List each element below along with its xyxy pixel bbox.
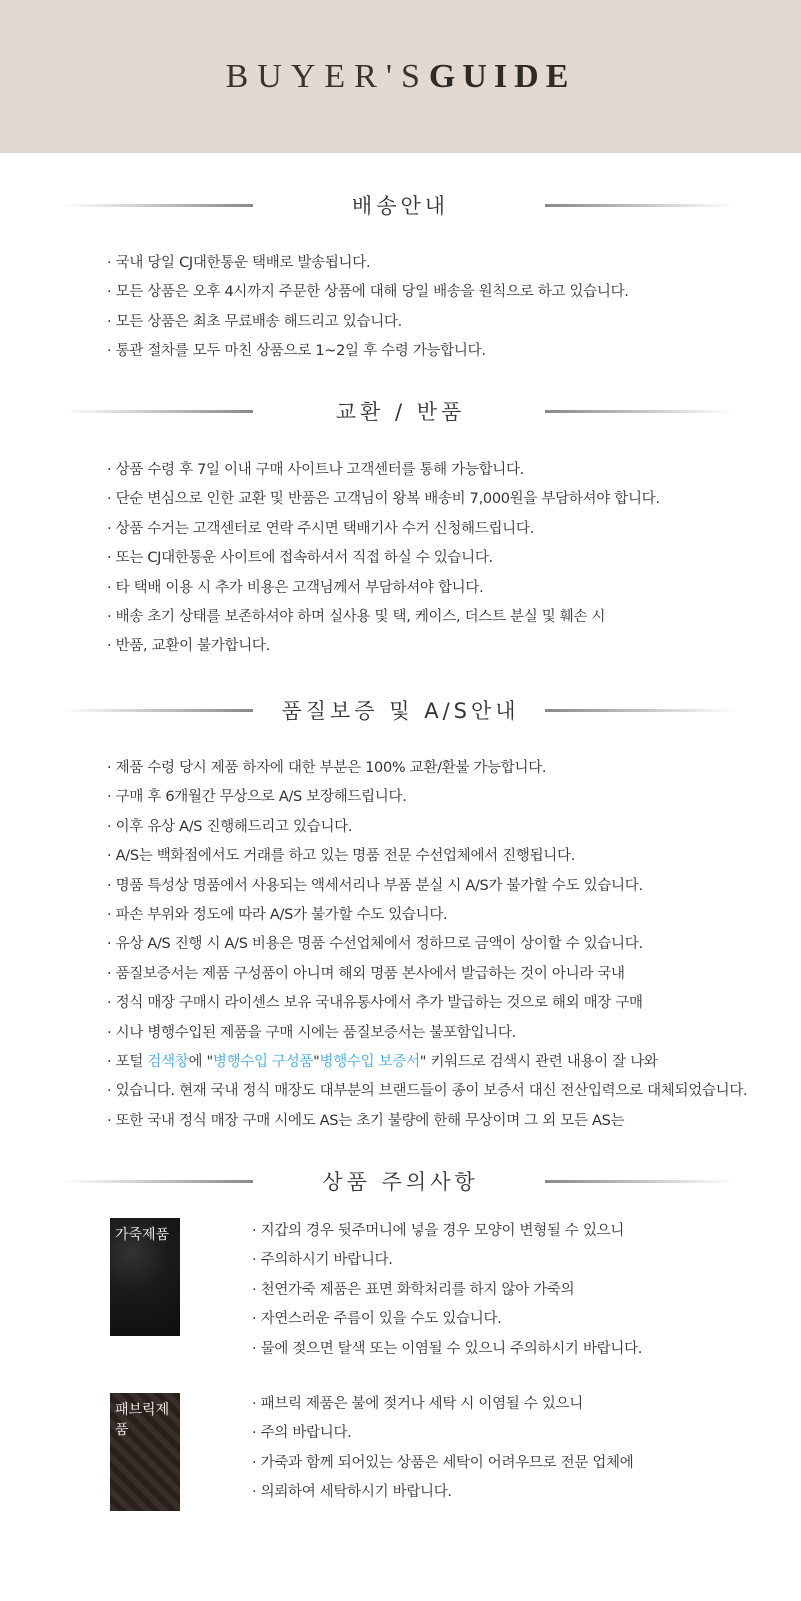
title-light: BUYER'S <box>225 57 429 95</box>
list-item: · 또는 CJ대한통운 사이트에 접속하셔서 직접 하실 수 있습니다. <box>107 544 660 573</box>
list-item: · 천연가죽 제품은 표면 화학처리를 하지 않아 가죽의 <box>252 1276 642 1305</box>
list-item: · 패브릭 제품은 불에 젖거나 세탁 시 이염될 수 있으니 <box>252 1390 633 1419</box>
list-item: · 주의하시기 바랍니다. <box>252 1246 642 1275</box>
text: 포털 <box>115 1054 148 1071</box>
list-item: · 모든 상품은 오후 4시까지 주문한 상품에 대해 당일 배송을 원칙으로 하고 있습니다. <box>107 278 629 307</box>
portal-search-note <box>107 1048 747 1077</box>
exchange-list <box>107 456 660 662</box>
list-item: · 명품 특성상 명품에서 사용되는 액세서리나 부품 분실 시 A/S가 불가할 수도 있습니다. <box>107 872 747 901</box>
list-item: · 또한 국내 정식 매장 구매 시에도 AS는 초기 불량에 한해 무상이며 그 외 모든 AS는 <box>107 1107 747 1136</box>
section-title-warranty: 품질보증 및 A/S안내 <box>0 695 801 725</box>
text: 에 " <box>188 1054 213 1071</box>
list-item: · 물에 젖으면 탈색 또는 이염될 수 있으니 주의하시기 바랍니다. <box>252 1335 642 1364</box>
list-item: · A/S는 백화점에서도 거래를 하고 있는 명품 전문 수선업체에서 진행됩니다. <box>107 842 747 871</box>
highlight-keyword: 검색창 <box>147 1054 189 1071</box>
section-title-exchange: 교환 / 반품 <box>0 396 801 426</box>
highlight-keyword: 병행수입 보증서 <box>319 1054 420 1071</box>
list-item: · 의뢰하여 세탁하시기 바랍니다. <box>252 1478 633 1507</box>
list-item: · 이후 유상 A/S 진행해드리고 있습니다. <box>107 813 747 842</box>
warranty-list <box>107 754 747 1136</box>
list-item: · 타 택배 이용 시 추가 비용은 고객님께서 부담하셔야 합니다. <box>107 574 660 603</box>
list-item: · 자연스러운 주름이 있을 수도 있습니다. <box>252 1305 642 1334</box>
text: " 키워드로 검색시 관련 내용이 잘 나와 <box>419 1054 658 1071</box>
list-item: · 단순 변심으로 인한 교환 및 반품은 고객님이 왕복 배송비 7,000원을 부담하셔야 합니다. <box>107 485 660 514</box>
list-item: · 배송 초기 상태를 보존하셔야 하며 실사용 및 택, 케이스, 더스트 분실 및 훼손 시 <box>107 603 660 632</box>
list-item: · 품질보증서는 제품 구성품이 아니며 해외 명품 본사에서 발급하는 것이 아니라 국내 <box>107 960 747 989</box>
highlight-keyword: 병행수입 구성품 <box>212 1054 314 1071</box>
list-item: · 모든 상품은 최초 무료배송 해드리고 있습니다. <box>107 308 629 337</box>
list-item: · 반품, 교환이 불가합니다. <box>107 632 660 661</box>
fabric-product-image: 패브릭제품 <box>110 1393 180 1511</box>
title-bold: GUIDE <box>428 57 576 95</box>
list-item: · 정식 매장 구매시 라이센스 보유 국내유통사에서 추가 발급하는 것으로 해외 매장 구매 <box>107 989 747 1018</box>
leather-caution-list <box>252 1217 642 1364</box>
shipping-list <box>107 249 629 367</box>
list-item: · 통관 절차를 모두 마친 상품으로 1~2일 후 수령 가능합니다. <box>107 337 629 366</box>
fabric-caution-list <box>252 1390 633 1508</box>
section-title-caution: 상품 주의사항 <box>0 1166 801 1196</box>
list-item: · 있습니다. 현재 국내 정식 매장도 대부분의 브랜드들이 종이 보증서 대신 전산입력으로 대체되었습니다. <box>107 1077 747 1106</box>
list-item: · 파손 부위와 정도에 따라 A/S가 불가할 수도 있습니다. <box>107 901 747 930</box>
list-item: · 가죽과 함께 되어있는 상품은 세탁이 어려우므로 전문 업체에 <box>252 1449 633 1478</box>
list-item: · 주의 바랍니다. <box>252 1419 633 1448</box>
list-item: · 상품 수거는 고객센터로 연락 주시면 택배기사 수거 신청해드립니다. <box>107 515 660 544</box>
list-item: · 시나 병행수입된 제품을 구매 시에는 품질보증서는 불포함입니다. <box>107 1019 747 1048</box>
leather-product-image: 가죽제품 <box>110 1218 180 1336</box>
list-item: · 유상 A/S 진행 시 A/S 비용은 명품 수선업체에서 정하므로 금액이 상이할 수 있습니다. <box>107 930 747 959</box>
list-item: · 국내 당일 CJ대한통운 택배로 발송됩니다. <box>107 249 629 278</box>
list-item: · 제품 수령 당시 제품 하자에 대한 부분은 100% 교환/환불 가능합니다. <box>107 754 747 783</box>
list-item: · 구매 후 6개월간 무상으로 A/S 보장해드립니다. <box>107 783 747 812</box>
list-item: · 지갑의 경우 뒷주머니에 넣을 경우 모양이 변형될 수 있으니 <box>252 1217 642 1246</box>
section-title-shipping: 배송안내 <box>0 190 801 220</box>
page-header <box>0 0 801 153</box>
list-item: · 상품 수령 후 7일 이내 구매 사이트나 고객센터를 통해 가능합니다. <box>107 456 660 485</box>
text: " <box>313 1054 320 1071</box>
